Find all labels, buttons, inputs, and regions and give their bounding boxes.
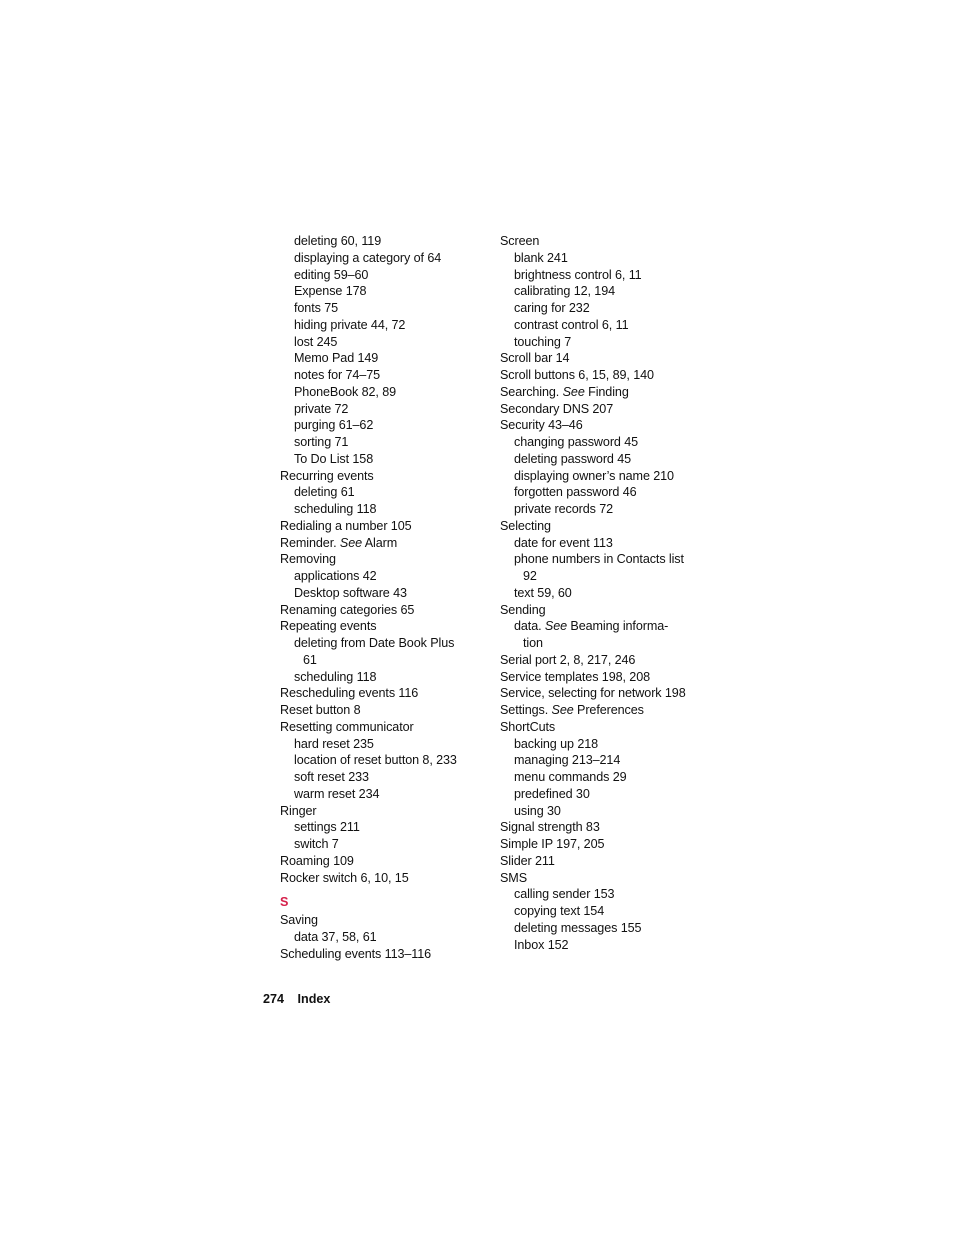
- index-entry: Roaming 109: [280, 853, 354, 868]
- index-subentry: To Do List 158: [294, 451, 374, 466]
- index-entry: Renaming categories 65: [280, 602, 415, 617]
- index-subentry: scheduling 118: [294, 502, 377, 516]
- index-subentry: deleting from Date Book Plus: [294, 636, 455, 650]
- index-entry: Secondary DNS 207: [500, 401, 614, 416]
- index-subentry: contrast control 6, 11: [514, 317, 629, 332]
- index-subentry: predefined 30: [514, 786, 590, 801]
- index-entry: Simple IP 197, 205: [500, 837, 605, 851]
- index-subentry: Expense 178: [294, 284, 367, 299]
- index-subentry: hiding private 44, 72: [294, 317, 406, 332]
- index-subentry: applications 42: [294, 569, 377, 583]
- index-subentry: copying text 154: [514, 904, 605, 918]
- index-subentry: private records 72: [514, 502, 613, 516]
- index-column-right: [500, 233, 700, 953]
- index-subentry: Memo Pad 149: [294, 351, 379, 366]
- index-subentry: deleting 60, 119: [294, 234, 382, 248]
- index-subentry: Inbox 152: [514, 937, 569, 952]
- see-target: Finding: [584, 384, 629, 399]
- index-entry: Redialing a number 105: [280, 518, 412, 533]
- index-subentry: managing 213–214: [514, 753, 621, 768]
- index-entry: [280, 535, 480, 552]
- index-subentry: changing password 45: [514, 435, 639, 449]
- index-entry: Scroll buttons 6, 15, 89, 140: [500, 368, 654, 382]
- index-subentry: displaying owner’s name 210: [514, 468, 674, 483]
- see-target: Beaming informa-: [567, 619, 669, 634]
- index-entry: Repeating events: [280, 619, 377, 634]
- index-entry: Slider 211: [500, 853, 555, 868]
- index-entry: Resetting communicator: [280, 719, 414, 734]
- index-subentry: calibrating 12, 194: [514, 284, 616, 299]
- index-subentry: calling sender 153: [514, 887, 615, 902]
- index-entry: [500, 384, 700, 401]
- index-entry: Ringer: [280, 803, 317, 818]
- index-subentry: sorting 71: [294, 435, 349, 449]
- index-subentry: editing 59–60: [294, 267, 369, 282]
- index-entry: Removing: [280, 552, 336, 567]
- index-subentry: caring for 232: [514, 301, 590, 315]
- index-entry: Recurring events: [280, 468, 374, 483]
- index-subentry: fonts 75: [294, 301, 339, 315]
- index-entry: Scroll bar 14: [500, 351, 570, 366]
- index-subentry: forgotten password 46: [514, 485, 637, 500]
- index-subentry: purging 61–62: [294, 418, 374, 433]
- index-entry: Saving: [280, 913, 318, 927]
- index-entry: Service, selecting for network 198: [500, 686, 686, 701]
- index-subentry: lost 245: [294, 334, 338, 349]
- index-subentry: [500, 618, 700, 635]
- index-entry: Scheduling events 113–116: [280, 946, 432, 961]
- index-entry: Service templates 198, 208: [500, 669, 651, 684]
- index-entry: SMS: [500, 870, 527, 885]
- index-subentry: settings 211: [294, 820, 360, 835]
- index-subentry: text 59, 60: [514, 585, 572, 600]
- see-target: Preferences: [573, 703, 644, 717]
- index-subentry: switch 7: [294, 837, 339, 851]
- entry-text: Searching.: [500, 384, 563, 399]
- index-subentry: scheduling 118: [294, 669, 377, 684]
- index-entry: Reset button 8: [280, 703, 361, 717]
- see-reference: See: [339, 535, 363, 550]
- see-reference: See: [562, 384, 585, 399]
- index-entry: Screen: [500, 234, 540, 248]
- index-subentry: private 72: [294, 401, 349, 416]
- index-column-left: [280, 233, 480, 962]
- index-subentry: brightness control 6, 11: [514, 267, 642, 282]
- entry-text: data.: [514, 619, 545, 634]
- index-entry: Selecting: [500, 518, 551, 533]
- index-entry: Serial port 2, 8, 217, 246: [500, 652, 636, 667]
- index-subentry: touching 7: [514, 334, 572, 349]
- see-reference: See: [544, 619, 568, 634]
- index-subentry: data 37, 58, 61: [294, 929, 377, 944]
- index-entry: ShortCuts: [500, 719, 556, 734]
- page-footer: [263, 992, 330, 1006]
- see-reference: See: [551, 703, 574, 717]
- index-entry: [500, 702, 700, 719]
- index-subentry: date for event 113: [514, 535, 613, 550]
- index-subentry: notes for 74–75: [294, 368, 381, 382]
- index-subentry: menu commands 29: [514, 770, 627, 784]
- index-entry-continuation: 61: [303, 652, 317, 667]
- index-subentry: deleting password 45: [514, 451, 632, 466]
- index-letter-heading: S: [280, 895, 289, 910]
- index-subentry: warm reset 234: [294, 786, 380, 801]
- index-entry: Sending: [500, 602, 546, 617]
- index-subentry: deleting messages 155: [514, 920, 642, 935]
- index-subentry: deleting 61: [294, 485, 355, 500]
- index-subentry: phone numbers in Contacts list: [514, 552, 684, 567]
- section-title: Index: [297, 992, 331, 1006]
- see-target: Alarm: [362, 535, 398, 550]
- index-subentry: blank 241: [514, 250, 568, 265]
- index-subentry: Desktop software 43: [294, 585, 407, 600]
- index-subentry: hard reset 235: [294, 736, 374, 751]
- index-entry: Security 43–46: [500, 418, 583, 433]
- entry-text: Settings.: [500, 703, 552, 717]
- index-entry: Rescheduling events 116: [280, 686, 419, 701]
- index-subentry: PhoneBook 82, 89: [294, 384, 397, 399]
- entry-text: Reminder.: [280, 535, 340, 550]
- index-subentry: location of reset button 8, 233: [294, 753, 457, 768]
- index-subentry: soft reset 233: [294, 770, 369, 784]
- index-subentry: using 30: [514, 803, 561, 818]
- page-number: 274: [263, 992, 285, 1006]
- index-subentry: displaying a category of 64: [294, 250, 442, 265]
- index-entry: Rocker switch 6, 10, 15: [280, 870, 409, 885]
- index-entry-continuation: tion: [523, 636, 543, 650]
- index-entry: Signal strength 83: [500, 820, 600, 835]
- index-subentry: backing up 218: [514, 736, 599, 751]
- index-entry-continuation: 92: [523, 569, 537, 583]
